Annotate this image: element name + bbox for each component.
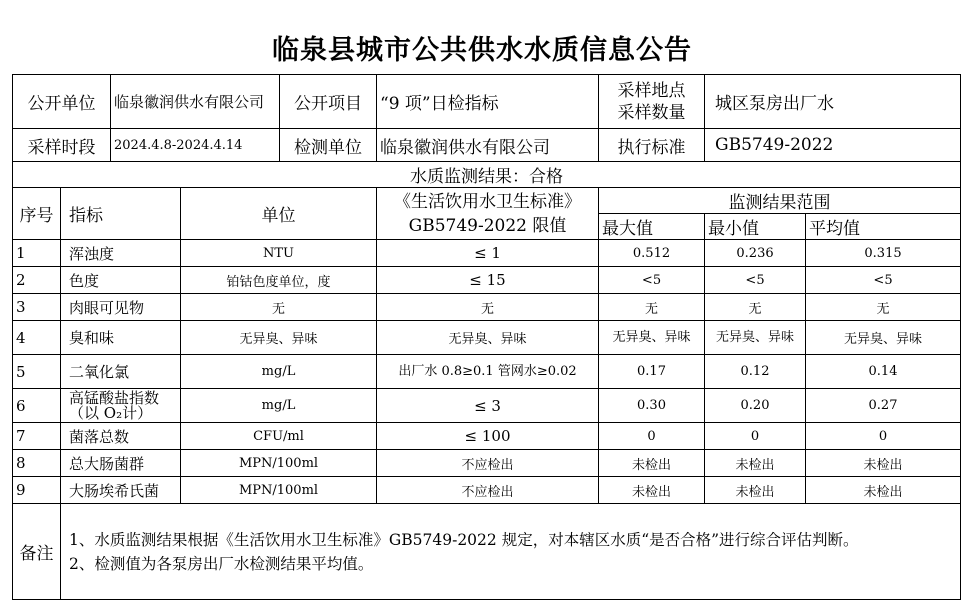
row-indicator: 色度 [61, 267, 181, 294]
header-min: 最小值 [705, 214, 806, 240]
row-min: 0 [705, 423, 806, 450]
result-banner: 水质监测结果：合格 [13, 162, 961, 188]
notes-label: 备注 [13, 504, 61, 600]
sample-location-label-line2: 采样数量 [617, 102, 686, 123]
row-max: 0.512 [599, 240, 705, 267]
sample-location-label [599, 75, 705, 129]
row-indicator: 总大肠菌群 [61, 450, 181, 477]
table-row [13, 423, 961, 450]
row-seq: 1 [13, 240, 61, 267]
row-unit: 铂钴色度单位，度 [181, 267, 377, 294]
row-indicator: 大肠埃希氏菌 [61, 477, 181, 504]
standard-value: GB5749-2022 [705, 129, 961, 162]
table-row [13, 450, 961, 477]
row-min: 0.12 [705, 355, 806, 389]
public-unit-value: 临泉徽润供水有限公司 [111, 75, 280, 129]
row-seq: 5 [13, 355, 61, 389]
public-item-label: 公开项目 [280, 75, 377, 129]
period-label: 采样时段 [13, 129, 111, 162]
row-avg: 无 [806, 294, 961, 321]
row-limit: ≤ 1 [377, 240, 599, 267]
row-seq: 2 [13, 267, 61, 294]
header-limit-line2: GB5749-2022 限值 [408, 215, 567, 236]
row-unit: MPN/100ml [181, 477, 377, 504]
row-seq: 9 [13, 477, 61, 504]
sample-location-label-line1: 采样地点 [617, 80, 686, 101]
row-avg: 未检出 [806, 450, 961, 477]
row-limit: ≤ 100 [377, 423, 599, 450]
note-line-1: 1、水质监测结果根据《生活饮用水卫生标准》GB5749-2022 规定，对本辖区水质“是否合格”进行综合评估判断。 [69, 530, 859, 549]
header-range: 监测结果范围 [599, 188, 961, 214]
row-seq: 7 [13, 423, 61, 450]
period-value: 2024.4.8-2024.4.14 [111, 129, 280, 162]
table-row [13, 267, 961, 294]
row-max: 无异臭、异味 [599, 321, 705, 355]
row-limit: 无异臭、异味 [377, 321, 599, 355]
water-quality-table [12, 74, 961, 600]
row-min: 0.20 [705, 389, 806, 423]
test-unit-value: 临泉徽润供水有限公司 [377, 129, 599, 162]
table-row [13, 294, 961, 321]
row-limit: 出厂水 0.8≥0.1 管网水≥0.02 [377, 355, 599, 389]
row-seq: 3 [13, 294, 61, 321]
table-row [13, 321, 961, 355]
standard-label: 执行标准 [599, 129, 705, 162]
row-max: 未检出 [599, 450, 705, 477]
table-row [13, 240, 961, 267]
public-unit-label: 公开单位 [13, 75, 111, 129]
row-limit: 无 [377, 294, 599, 321]
header-seq: 序号 [13, 188, 61, 240]
row-unit: mg/L [181, 389, 377, 423]
row-max: 无 [599, 294, 705, 321]
result-banner-row [13, 162, 961, 188]
row-avg: 未检出 [806, 477, 961, 504]
info-row-1 [13, 75, 961, 129]
row-max: 0.17 [599, 355, 705, 389]
row-indicator: 二氧化氯 [61, 355, 181, 389]
header-indicator: 指标 [61, 188, 181, 240]
row-seq: 4 [13, 321, 61, 355]
row-limit: ≤ 15 [377, 267, 599, 294]
row-indicator: 浑浊度 [61, 240, 181, 267]
notes-row [13, 504, 961, 600]
row-avg: 0.315 [806, 240, 961, 267]
row-min: 无 [705, 294, 806, 321]
row-unit: CFU/ml [181, 423, 377, 450]
sample-location-value: 城区泵房出厂水 [705, 75, 961, 129]
table-row [13, 355, 961, 389]
notes-content [61, 504, 961, 600]
row-indicator: 肉眼可见物 [61, 294, 181, 321]
row-indicator: 菌落总数 [61, 423, 181, 450]
row-max: 0.30 [599, 389, 705, 423]
row-avg: 0.14 [806, 355, 961, 389]
row-limit: 不应检出 [377, 477, 599, 504]
header-row-1 [13, 188, 961, 214]
row-unit: 无异臭、异味 [181, 321, 377, 355]
row-unit: NTU [181, 240, 377, 267]
row-min: 无异臭、异味 [705, 321, 806, 355]
header-max: 最大值 [599, 214, 705, 240]
row-max: 未检出 [599, 477, 705, 504]
row-avg: 0 [806, 423, 961, 450]
note-line-2: 2、检测值为各泵房出厂水检测结果平均值。 [69, 554, 374, 573]
row-avg: <5 [806, 267, 961, 294]
table-row [13, 389, 961, 423]
row-avg: 无异臭、异味 [806, 321, 961, 355]
header-unit: 单位 [181, 188, 377, 240]
row-max: 0 [599, 423, 705, 450]
row-seq: 8 [13, 450, 61, 477]
row-min: 0.236 [705, 240, 806, 267]
public-item-value: “9 项”日检指标 [377, 75, 599, 129]
row-unit: MPN/100ml [181, 450, 377, 477]
row-unit: 无 [181, 294, 377, 321]
header-limit-line1: 《生活饮用水卫生标准》 [394, 191, 582, 212]
row-indicator: 高锰酸盐指数（以 O₂计） [61, 389, 181, 423]
row-avg: 0.27 [806, 389, 961, 423]
row-min: 未检出 [705, 450, 806, 477]
row-min: <5 [705, 267, 806, 294]
test-unit-label: 检测单位 [280, 129, 377, 162]
row-max: <5 [599, 267, 705, 294]
header-limit [377, 188, 599, 240]
row-limit: 不应检出 [377, 450, 599, 477]
page-title: 临泉县城市公共供水水质信息公告 [272, 35, 692, 66]
row-indicator: 臭和味 [61, 321, 181, 355]
row-seq: 6 [13, 389, 61, 423]
info-row-2 [13, 129, 961, 162]
row-min: 未检出 [705, 477, 806, 504]
header-avg: 平均值 [806, 214, 961, 240]
row-unit: mg/L [181, 355, 377, 389]
table-row [13, 477, 961, 504]
row-limit: ≤ 3 [377, 389, 599, 423]
